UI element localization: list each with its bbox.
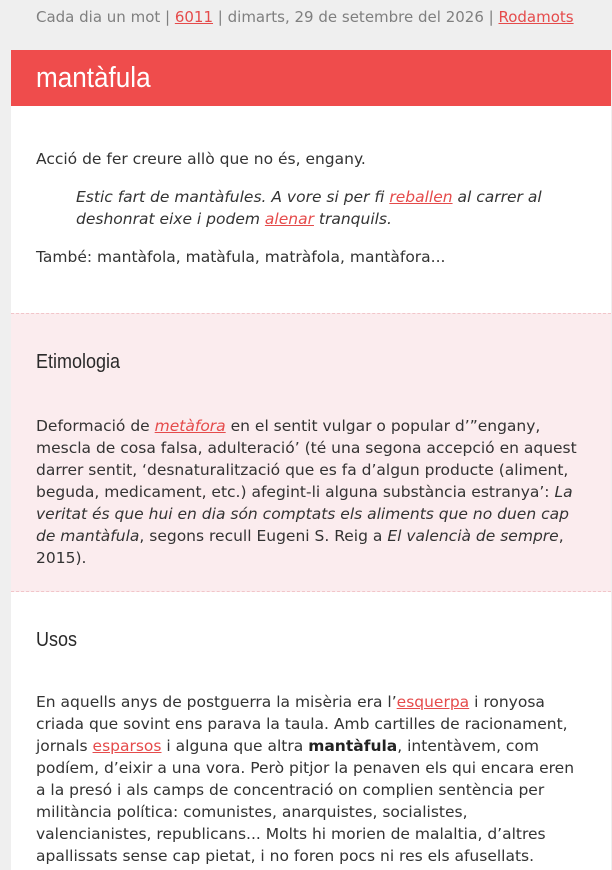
etymology-section [11, 313, 611, 592]
word-title: mantàfula [36, 62, 151, 94]
etymology-fragment: Deformació de [36, 417, 155, 435]
link-esquerpa[interactable]: esquerpa [396, 693, 470, 711]
header-separator: | [213, 8, 228, 26]
word-title-bar [11, 50, 611, 106]
link-alenar[interactable]: alenar [264, 210, 314, 228]
book-title: El valencià de sempre [387, 527, 559, 545]
etymology-text [36, 415, 586, 569]
highlighted-word: mantàfula [308, 737, 398, 755]
usage-heading [36, 627, 586, 653]
usage-section [11, 592, 611, 867]
etymology-fragment: en el sentit vulgar o popular d’”engany, mescla de cosa falsa, adulteració’ (té una segona accepció en aquest darrer sentit, ‘desnaturalització que es fa d’algun producte (aliment, beguda, medicament, etc.) afegint-li alguna substància estranya’: [36, 417, 577, 501]
header-separator: | [483, 8, 499, 26]
header-separator: | [160, 8, 175, 26]
usage-fragment: En aquells anys de postguerra la misèria era l’ [36, 693, 397, 711]
word-card [11, 50, 611, 870]
example-text: Estic fart de mantàfules. A vore si per fi [76, 188, 390, 206]
link-reballen[interactable]: reballen [389, 188, 453, 206]
header-prefix: Cada dia un mot [36, 8, 161, 26]
etymology-fragment: , 2015). [36, 527, 564, 567]
usage-text [36, 691, 586, 867]
number-link[interactable]: 6011 [174, 8, 214, 26]
example-text: tranquils. [313, 210, 392, 228]
site-link[interactable]: Rodamots [498, 8, 574, 26]
usage-fragment: , intentàvem, com podíem, d’eixir a una vora. Però pitjor la penaven els qui encara eren a la presó i als camps de concentració on complien sentència per militància política: comunistes, anarquistes, socialistes, valencianistes, republicans... Molts hi morien de malaltia, d’altres apallissats sense cap pietat, i no foren pocs ni res els afusellats. [36, 737, 575, 865]
usage-heading-text: Usos [36, 629, 78, 651]
etymology-heading [36, 349, 586, 375]
etymology-heading-text: Etimologia [36, 351, 121, 373]
usage-fragment: i alguna que altra [161, 737, 309, 755]
etymology-fragment: , segons recull Eugeni S. Reig a [139, 527, 388, 545]
usage-fragment: i ronyosa criada que sovint ens parava la taula. Amb cartilles de racionament, jornals [36, 693, 568, 755]
example-text: al carrer al deshonrat eixe i podem [76, 188, 542, 228]
definition-section [11, 106, 611, 313]
header-line [36, 6, 574, 28]
etymology-quote: La veritat és que hui en dia són comptats els aliments que no duen cap de mantàfula [36, 483, 573, 545]
variants-text: També: mantàfola, matàfula, matràfola, mantàfora... [36, 248, 446, 266]
link-metafora[interactable]: metàfora [154, 417, 226, 435]
definition-text: Acció de fer creure allò que no és, engany. [36, 150, 366, 168]
example-sentence [76, 186, 586, 230]
link-esparsos[interactable]: esparsos [92, 737, 162, 755]
header-date: dimarts, 29 de setembre del 2026 [227, 8, 484, 26]
